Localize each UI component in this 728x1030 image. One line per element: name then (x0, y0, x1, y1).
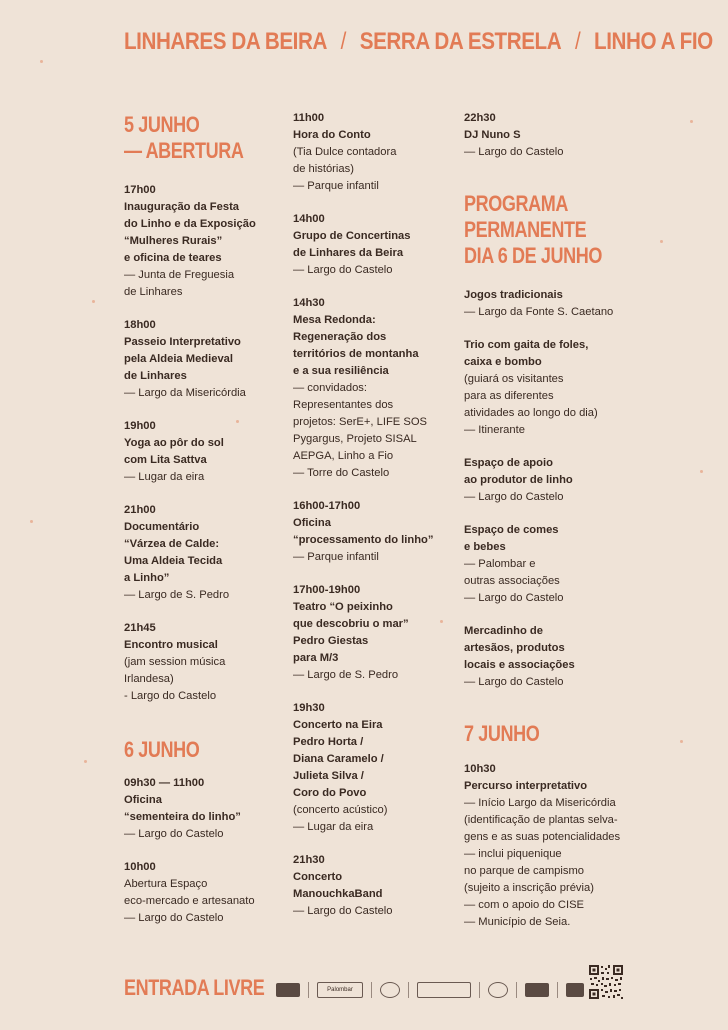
event-description: Irlandesa) (124, 673, 174, 685)
event-title: para M/3 (293, 652, 339, 664)
palombar-logo-text: Palombar (327, 987, 353, 993)
header-separator: / (340, 28, 346, 55)
divider (308, 982, 309, 998)
event-title: e oficina de teares (124, 252, 222, 264)
event-location: — Largo do Castelo (464, 676, 564, 688)
event-description: — inclui piquenique (464, 848, 562, 860)
event-location: — Largo do Castelo (293, 905, 393, 917)
event-title: Trio com gaita de foles, (464, 339, 589, 351)
event (124, 418, 284, 486)
event-title: “Mulheres Rurais” (124, 235, 223, 247)
event-title: Documentário (124, 521, 200, 533)
event (293, 498, 458, 566)
aldeias-historicas-logo-icon (417, 982, 471, 998)
event-description: (sujeito a inscrição prévia) (464, 882, 594, 894)
event-time: 17h00-19h00 (293, 584, 361, 596)
permanent-program-heading (464, 191, 634, 271)
event-time: 21h30 (293, 854, 325, 866)
event-location: — Largo do Castelo (124, 828, 224, 840)
event-location: — Largo da Fonte S. Caetano (464, 306, 614, 318)
event-location: - Largo do Castelo (124, 690, 217, 702)
event-title: de Linhares da Beira (293, 247, 404, 259)
event-time: 17h00 (124, 184, 156, 196)
event (464, 761, 634, 931)
day-heading-line: 5 JUNHO (124, 112, 200, 137)
event-title: territórios de montanha (293, 348, 419, 360)
day-heading-line: 7 JUNHO (464, 721, 540, 746)
day-heading-5-june (124, 112, 284, 172)
day-heading-7-june (464, 721, 634, 753)
event-title: a Linho” (124, 572, 170, 584)
municipality-logo-icon (276, 983, 300, 997)
event-time: 19h00 (124, 420, 156, 432)
event-title: “processamento do linho” (293, 534, 434, 546)
seal-logo-icon (380, 982, 400, 998)
speckle (700, 470, 703, 473)
speckle (92, 300, 95, 303)
event-location: — Parque infantil (293, 551, 379, 563)
event-title: Oficina (293, 517, 331, 529)
event (293, 211, 458, 279)
event-title: Encontro musical (124, 639, 218, 651)
event-title: ManouchkaBand (293, 888, 383, 900)
event-description: de histórias) (293, 163, 354, 175)
event-time: 14h00 (293, 213, 325, 225)
event-title: Uma Aldeia Tecida (124, 555, 223, 567)
event-time: 11h00 (293, 112, 325, 124)
event-title: Pedro Horta / (293, 736, 364, 748)
event-description: — Palombar e (464, 558, 536, 570)
event-title: Jogos tradicionais (464, 289, 563, 301)
event-location: — Largo do Castelo (464, 491, 564, 503)
speckle (690, 120, 693, 123)
event-description: projetos: SerE+, LIFE SOS (293, 416, 427, 428)
event-description: gens e as suas potencialidades (464, 831, 621, 843)
event-title: pela Aldeia Medieval (124, 353, 234, 365)
event (124, 859, 284, 927)
event-description: para as diferentes (464, 390, 554, 402)
event-title: artesãos, produtos (464, 642, 565, 654)
header-part-2: SERRA DA ESTRELA (359, 28, 562, 55)
event-title: Teatro “O peixinho (293, 601, 393, 613)
event-location: — Lugar da eira (293, 821, 374, 833)
divider (479, 982, 480, 998)
event-title: Julieta Silva / (293, 770, 364, 782)
event (293, 295, 458, 482)
event-description: outras associações (464, 575, 560, 587)
event-title: caixa e bombo (464, 356, 542, 368)
event-description: (identificação de plantas selva- (464, 814, 618, 826)
event-time: 10h30 (464, 763, 496, 775)
event (464, 623, 634, 691)
event-title: eco-mercado e artesanato (124, 895, 255, 907)
event-location: — Largo da Misericórdia (124, 387, 246, 399)
header-part-3: LINHO A FIO (594, 28, 713, 55)
program-column-1 (124, 110, 284, 927)
event-time: 18h00 (124, 319, 156, 331)
event-title: Hora do Conto (293, 129, 371, 141)
event-location: — Largo de S. Pedro (124, 589, 230, 601)
event-title: Espaço de apoio (464, 457, 553, 469)
event-description: atividades ao longo do dia) (464, 407, 598, 419)
event-title: Coro do Povo (293, 787, 367, 799)
speckle (40, 60, 43, 63)
event (464, 522, 634, 607)
event (124, 775, 284, 843)
qr-code-icon (588, 964, 624, 1000)
speckle (660, 240, 663, 243)
event-title: Mesa Redonda: (293, 314, 376, 326)
event-description: Pygargus, Projeto SISAL (293, 433, 417, 445)
speckle (84, 760, 87, 763)
section-heading-line: DIA 6 DE JUNHO (464, 243, 602, 268)
event-title: Regeneração dos (293, 331, 387, 343)
event-location: — Junta de Freguesia (124, 269, 235, 281)
event-title: Espaço de comes (464, 524, 559, 536)
event-description: — Início Largo da Misericórdia (464, 797, 616, 809)
event-title: do Linho e da Exposição (124, 218, 256, 230)
speckle (30, 520, 33, 523)
event-title: “Várzea de Calde: (124, 538, 220, 550)
event-description: (jam session música (124, 656, 226, 668)
event (464, 455, 634, 506)
event-description: — com o apoio do CISE (464, 899, 585, 911)
event-title: Yoga ao pôr do sol (124, 437, 224, 449)
event-title: Grupo de Concertinas (293, 230, 411, 242)
event-location: — Torre do Castelo (293, 467, 390, 479)
event (293, 582, 458, 684)
day-heading-6-june (124, 737, 284, 769)
header-separator: / (574, 28, 581, 55)
program-column-2 (293, 110, 458, 920)
event-description: — convidados: (293, 382, 368, 394)
event-title: Oficina (124, 794, 162, 806)
event-title: locais e associações (464, 659, 575, 671)
event-location: — Largo do Castelo (124, 912, 224, 924)
event-location: de Linhares (124, 286, 183, 298)
event (464, 287, 634, 321)
section-heading-line: PROGRAMA (464, 191, 568, 216)
event-description: (guiará os visitantes (464, 373, 564, 385)
program-column-3 (464, 110, 634, 931)
event-title: Concerto na Eira (293, 719, 383, 731)
event-title: de Linhares (124, 370, 187, 382)
event-title: Passeio Interpretativo (124, 336, 241, 348)
event-description: no parque de campismo (464, 865, 585, 877)
divider (557, 982, 558, 998)
event-description: — Município de Seia. (464, 916, 571, 928)
event-time: 09h30 — 11h00 (124, 777, 205, 789)
event-title: e a sua resiliência (293, 365, 389, 377)
divider (371, 982, 372, 998)
event-title: Concerto (293, 871, 343, 883)
palombar-logo-icon (317, 982, 363, 998)
association-logo-icon (525, 983, 549, 997)
event (124, 317, 284, 402)
event-title: Abertura Espaço (124, 878, 208, 890)
event-title: com Lita Sattva (124, 454, 207, 466)
event-description: Representantes dos (293, 399, 394, 411)
project-logo-icon (566, 983, 584, 997)
event (124, 182, 284, 301)
event-title: DJ Nuno S (464, 129, 521, 141)
event-description: (Tia Dulce contadora (293, 146, 397, 158)
event-time: 21h00 (124, 504, 156, 516)
event-title: Diana Caramelo / (293, 753, 384, 765)
event (464, 110, 634, 161)
event-time: 14h30 (293, 297, 325, 309)
event (293, 852, 458, 920)
day-heading-line: — ABERTURA (124, 138, 244, 163)
event-time: 16h00-17h00 (293, 500, 361, 512)
event-time: 21h45 (124, 622, 156, 634)
event-time: 19h30 (293, 702, 325, 714)
eu-funding-logo-icon (627, 983, 657, 997)
divider (516, 982, 517, 998)
event-location: — Largo do Castelo (464, 592, 564, 604)
event-title: Mercadinho de (464, 625, 543, 637)
event-title: Inauguração da Festa (124, 201, 240, 213)
event-location: — Parque infantil (293, 180, 379, 192)
emblem-logo-icon (488, 982, 508, 998)
event-location: — Largo do Castelo (293, 264, 393, 276)
header-part-1: LINHARES DA BEIRA (124, 28, 327, 55)
event-title: que descobriu o mar” (293, 618, 409, 630)
event (124, 502, 284, 604)
event-description: (concerto acústico) (293, 804, 388, 816)
event-title: ao produtor de linho (464, 474, 573, 486)
event-location: — Largo de S. Pedro (293, 669, 399, 681)
event-title: e bebes (464, 541, 506, 553)
page-header (124, 28, 713, 56)
divider (408, 982, 409, 998)
event-description: AEPGA, Linho a Fio (293, 450, 394, 462)
event-location: — Largo do Castelo (464, 146, 564, 158)
event-title: Pedro Giestas (293, 635, 369, 647)
event-location: — Itinerante (464, 424, 525, 436)
event-location: — Lugar da eira (124, 471, 205, 483)
speckle (680, 740, 683, 743)
event (293, 700, 458, 836)
event-time: 10h00 (124, 861, 156, 873)
event (464, 337, 634, 439)
event (293, 110, 458, 195)
event-title: “sementeira do linho” (124, 811, 241, 823)
day-heading-line: 6 JUNHO (124, 737, 200, 762)
event (124, 620, 284, 705)
free-entry-label: ENTRADA LIVRE (124, 975, 265, 1000)
event-time: 22h30 (464, 112, 496, 124)
event-title: Percurso interpretativo (464, 780, 588, 792)
section-heading-line: PERMANENTE (464, 217, 587, 242)
